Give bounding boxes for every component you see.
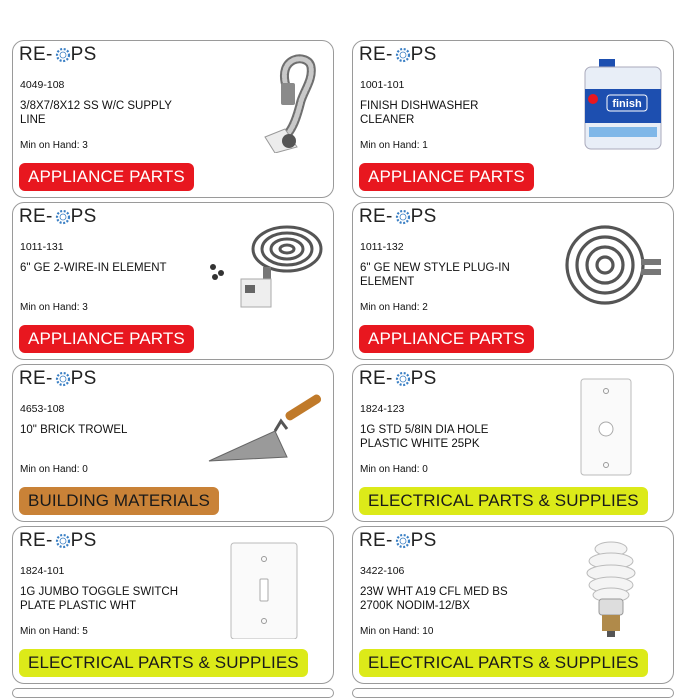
gear-logo-icon — [55, 209, 71, 225]
product-card — [352, 526, 674, 684]
category-tag: ELECTRICAL PARTS & SUPPLIES — [359, 649, 648, 677]
category-tag: APPLIANCE PARTS — [359, 163, 534, 191]
min-on-hand: Min on Hand: 0 — [360, 464, 428, 475]
product-card — [12, 364, 334, 522]
product-card-partial — [12, 688, 334, 698]
product-card-partial — [352, 688, 674, 698]
product-description: FINISH DISHWASHER CLEANER — [360, 100, 479, 126]
cfl-bulb-icon — [545, 535, 665, 639]
sku-number: 1824-101 — [20, 565, 65, 577]
wall-plate-round-hole-icon — [545, 373, 665, 477]
gear-logo-icon — [55, 371, 71, 387]
gear-logo-icon — [395, 533, 411, 549]
sku-number: 1011-132 — [360, 241, 404, 253]
braided-supply-line-icon — [205, 49, 325, 153]
product-description: 1G JUMBO TOGGLE SWITCH PLATE PLASTIC WHT — [20, 586, 179, 612]
reops-logo: RE- PS — [359, 368, 437, 389]
category-tag: ELECTRICAL PARTS & SUPPLIES — [359, 487, 648, 515]
category-tag: APPLIANCE PARTS — [359, 325, 534, 353]
min-on-hand: Min on Hand: 2 — [360, 302, 428, 313]
category-tag: ELECTRICAL PARTS & SUPPLIES — [19, 649, 308, 677]
reops-logo: RE- PS — [19, 206, 97, 227]
product-card — [352, 202, 674, 360]
gear-logo-icon — [55, 47, 71, 63]
gear-logo-icon — [395, 371, 411, 387]
product-card — [12, 526, 334, 684]
product-card — [352, 364, 674, 522]
sku-number: 1824-123 — [360, 403, 405, 415]
reops-logo: RE- PS — [359, 530, 437, 551]
min-on-hand: Min on Hand: 10 — [360, 626, 434, 637]
category-tag: APPLIANCE PARTS — [19, 163, 194, 191]
product-description: 3/8X7/8X12 SS W/C SUPPLY LINE — [20, 100, 172, 126]
product-description: 6" GE NEW STYLE PLUG-IN ELEMENT — [360, 262, 510, 288]
product-card — [12, 40, 334, 198]
min-on-hand: Min on Hand: 5 — [20, 626, 88, 637]
product-description: 1G STD 5/8IN DIA HOLE PLASTIC WHITE 25PK — [360, 424, 489, 450]
coil-element-with-hardware-icon — [205, 211, 325, 315]
sku-number: 1001-101 — [360, 79, 405, 91]
min-on-hand: Min on Hand: 3 — [20, 302, 88, 313]
svg-text:finish: finish — [612, 98, 642, 110]
coil-element-plug-in-icon — [545, 211, 665, 315]
min-on-hand: Min on Hand: 1 — [360, 140, 428, 151]
product-description: 10" BRICK TROWEL — [20, 424, 128, 436]
reops-logo: RE- PS — [19, 368, 97, 389]
category-tag: APPLIANCE PARTS — [19, 325, 194, 353]
product-description: 23W WHT A19 CFL MED BS 2700K NODIM-12/BX — [360, 586, 508, 612]
min-on-hand: Min on Hand: 3 — [20, 140, 88, 151]
product-description: 6" GE 2-WIRE-IN ELEMENT — [20, 262, 167, 274]
sku-number: 1011-131 — [20, 241, 64, 253]
sku-number: 4049-108 — [20, 79, 65, 91]
sku-number: 4653-108 — [20, 403, 65, 415]
min-on-hand: Min on Hand: 0 — [20, 464, 88, 475]
reops-logo: RE- PS — [359, 206, 437, 227]
product-card — [352, 40, 674, 198]
reops-logo: RE- PS — [19, 530, 97, 551]
gear-logo-icon — [395, 47, 411, 63]
category-tag: BUILDING MATERIALS — [19, 487, 219, 515]
brick-trowel-icon — [205, 373, 325, 477]
gear-logo-icon — [55, 533, 71, 549]
reops-logo: RE- PS — [359, 44, 437, 65]
toggle-switch-plate-icon — [205, 535, 325, 639]
reops-logo: RE- PS — [19, 44, 97, 65]
sku-number: 3422-106 — [360, 565, 405, 577]
product-card — [12, 202, 334, 360]
dishwasher-cleaner-bottle-icon — [545, 49, 665, 153]
gear-logo-icon — [395, 209, 411, 225]
